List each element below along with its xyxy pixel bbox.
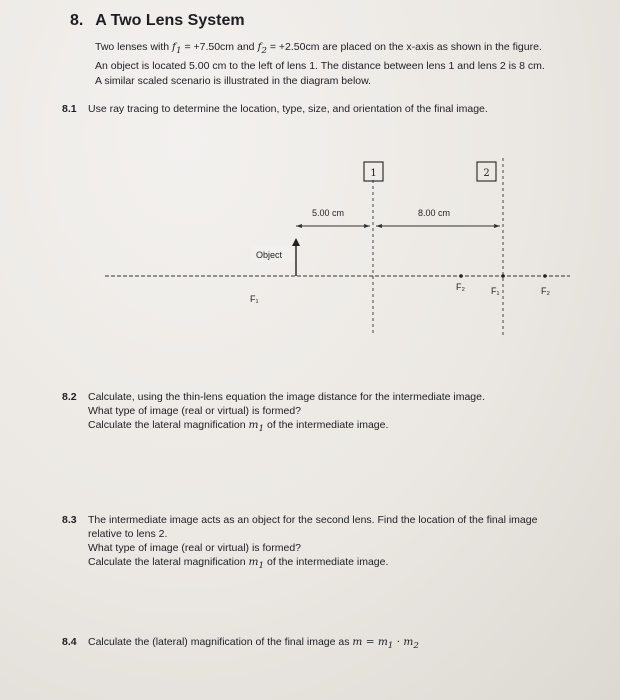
section-heading [70, 12, 245, 30]
section-number: 8. [70, 12, 84, 29]
distance-label-1: 5.00 cm [312, 208, 345, 218]
question-number: 8.3 [62, 514, 77, 526]
f2-right-dot [543, 274, 547, 278]
section-title: A Two Lens System [95, 12, 245, 29]
f2-value: = +2.50cm [269, 41, 320, 53]
lens-2-label: 2 [483, 168, 490, 179]
question-number: 8.1 [62, 103, 77, 115]
question-line-4: Calculate the lateral magnification $m_1$ of the intermediate image. [88, 556, 389, 572]
f2-left-dot [459, 274, 463, 278]
problem-line-2: An object is located 5.00 cm to the left of lens 1. The distance between lens 1 and lens 2 is 8 cm. [95, 60, 545, 73]
question-line-2: relative to lens 2. [88, 528, 168, 540]
problem-line-1-suffix: are placed on the x-axis as shown in the figure. [322, 41, 542, 53]
problem-line-1 [95, 40, 605, 59]
focal-label-f2-right: F₂ [541, 286, 550, 296]
m1-symbol: $m_1$ [248, 556, 265, 572]
f2-symbol: $f_2$ [257, 41, 267, 57]
lens-2-axis-dot [501, 274, 505, 278]
distance-arrow-2-head-left [376, 224, 382, 228]
problem-line-1-prefix: Two lenses with [95, 41, 170, 53]
question-number: 8.2 [62, 391, 77, 403]
question-text: Calculate the (lateral) magnification of the final image as [88, 636, 350, 648]
question-8-2 [62, 390, 485, 436]
magnification-formula: $m = m_1 \cdot m_2$ [352, 636, 419, 652]
problem-statement [95, 40, 605, 89]
and-word: and [236, 41, 255, 53]
question-line-2: What type of image (real or virtual) is formed? [88, 405, 301, 417]
distance-arrow-1-head-right [364, 224, 370, 228]
distance-arrow-1-head-left [296, 224, 302, 228]
f1-value: = +7.50cm [184, 41, 235, 53]
question-line-1: Calculate, using the thin-lens equation the image distance for the intermediate image. [88, 391, 485, 403]
m1-symbol: $m_1$ [248, 419, 265, 435]
problem-line-3: A similar scaled scenario is illustrated in the diagram below. [95, 75, 372, 88]
focal-label-f1-left: F₁ [250, 294, 259, 304]
focal-label-f2-left: F₂ [456, 282, 465, 292]
lens-1-label: 1 [370, 168, 377, 179]
question-8-1 [62, 102, 488, 116]
focal-label-f1-right: F₁ [491, 286, 500, 296]
distance-label-2: 8.00 cm [418, 208, 451, 218]
question-number: 8.4 [62, 636, 77, 648]
lens-diagram [0, 140, 620, 340]
object-arrow-head [292, 238, 300, 246]
f1-symbol: $f_1$ [172, 41, 182, 57]
question-line-1: The intermediate image acts as an object for the second lens. Find the location of the final image [88, 514, 538, 526]
question-8-3 [62, 513, 537, 573]
question-text: Use ray tracing to determine the location, type, size, and orientation of the final image. [88, 103, 488, 115]
question-line-3: What type of image (real or virtual) is formed? [88, 542, 301, 554]
question-line-3: Calculate the lateral magnification $m_1$ of the intermediate image. [88, 419, 389, 435]
question-8-4 [62, 635, 419, 653]
object-label: Object [256, 250, 283, 260]
distance-arrow-2-head-right [494, 224, 500, 228]
